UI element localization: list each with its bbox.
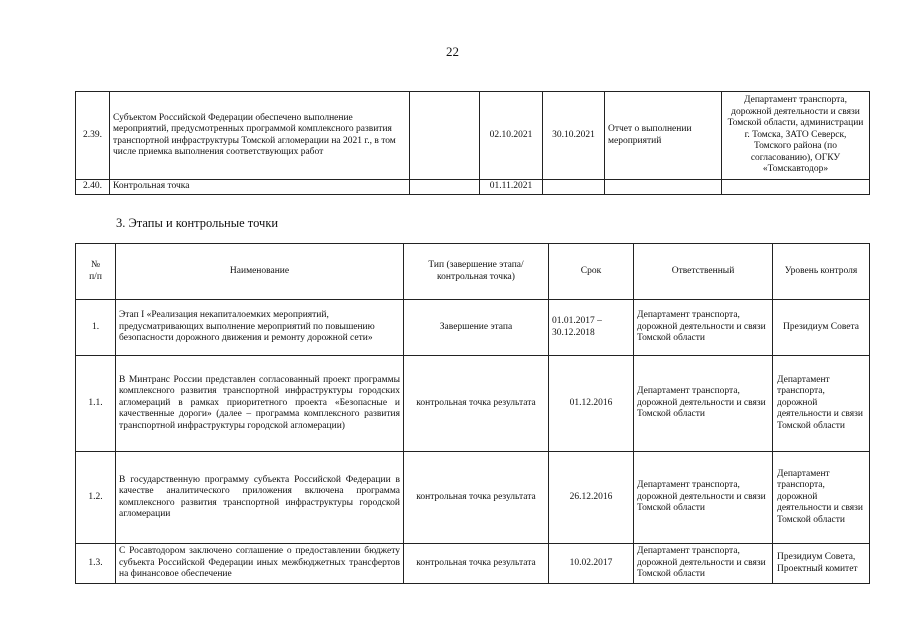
end-date bbox=[543, 180, 605, 195]
row-number: 1.3. bbox=[76, 544, 116, 584]
header-type: Тип (завершение этапа/контрольная точка) bbox=[404, 244, 549, 300]
responsible: Департамент транспорта, дорожной деятельности и связи Томской области bbox=[634, 544, 773, 584]
milestone-date: 01.12.2016 bbox=[549, 356, 634, 452]
row-number: 1.1. bbox=[76, 356, 116, 452]
control-level: Департамент транспорта, дорожной деятельности и связи Томской области bbox=[773, 452, 870, 544]
activity-name: Субъектом Российской Федерации обеспечено выполнение мероприятий, предусмотренных программой комплексного развития транспортной инфраструктуры Томской агломерации на 2021 г., в том числе приемка выполнения соответствующих работ bbox=[110, 92, 410, 180]
responsible: Департамент транспорта, дорожной деятельности и связи Томской области bbox=[634, 356, 773, 452]
milestone-date: 10.02.2017 bbox=[549, 544, 634, 584]
responsible bbox=[722, 180, 870, 195]
milestones-table bbox=[75, 243, 870, 584]
table-row bbox=[76, 92, 870, 180]
milestone-name: Этап I «Реализация некапиталоемких мероприятий, предусматривающих выполнение мероприятий по повышению безопасности дорожного движения и ремонту дорожной сети» bbox=[116, 300, 404, 356]
row-number: 1.2. bbox=[76, 452, 116, 544]
header-name: Наименование bbox=[116, 244, 404, 300]
report-document: Отчет о выполнении мероприятий bbox=[605, 92, 722, 180]
row-number: 1. bbox=[76, 300, 116, 356]
table-row bbox=[76, 180, 870, 195]
table-header-row bbox=[76, 244, 870, 300]
report-document bbox=[605, 180, 722, 195]
table-row bbox=[76, 300, 870, 356]
responsible: Департамент транспорта, дорожной деятельности и связи Томской области bbox=[634, 452, 773, 544]
milestone-name: В Минтранс России представлен согласованный проект программы комплексного развития транспортной инфраструктуры городских агломераций в рамках приоритетного проекта «Безопасные и качественные дороги» (далее – программа комплексного развития транспортной инфраструктуры городской агломерации) bbox=[116, 356, 404, 452]
row-number: 2.40. bbox=[76, 180, 110, 195]
activities-table bbox=[75, 91, 870, 195]
empty-cell bbox=[410, 180, 480, 195]
table-row bbox=[76, 544, 870, 584]
table-row bbox=[76, 452, 870, 544]
responsible: Департамент транспорта, дорожной деятельности и связи Томской области bbox=[634, 300, 773, 356]
milestone-name: С Росавтодором заключено соглашение о предоставлении бюджету субъекта Российской Федерации иных межбюджетных трансфертов на финансовое обеспечение bbox=[116, 544, 404, 584]
section-title: 3. Этапы и контрольные точки bbox=[116, 216, 279, 230]
milestone-type: контрольная точка результата bbox=[404, 452, 549, 544]
milestone-type: Завершение этапа bbox=[404, 300, 549, 356]
control-level: Департамент транспорта, дорожной деятельности и связи Томской области bbox=[773, 356, 870, 452]
control-level: Президиум Совета, Проектный комитет bbox=[773, 544, 870, 584]
row-number: 2.39. bbox=[76, 92, 110, 180]
activity-name: Контрольная точка bbox=[110, 180, 410, 195]
header-responsible: Ответственный bbox=[634, 244, 773, 300]
milestone-name: В государственную программу субъекта Российской Федерации в качестве аналитического приложения включена программа комплексного развития транспортной инфраструктуры городской агломерации bbox=[116, 452, 404, 544]
start-date: 01.11.2021 bbox=[480, 180, 543, 195]
end-date: 30.10.2021 bbox=[543, 92, 605, 180]
header-date: Срок bbox=[549, 244, 634, 300]
page-number: 22 bbox=[446, 44, 459, 59]
start-date: 02.10.2021 bbox=[480, 92, 543, 180]
table-row bbox=[76, 356, 870, 452]
milestone-date: 01.01.2017 – 30.12.2018 bbox=[549, 300, 634, 356]
responsible: Департамент транспорта, дорожной деятельности и связи Томской области, администрации г. Томска, ЗАТО Северск, Томского района (по согласованию), ОГКУ «Томскавтодор» bbox=[722, 92, 870, 180]
milestone-date: 26.12.2016 bbox=[549, 452, 634, 544]
empty-cell bbox=[410, 92, 480, 180]
header-control-level: Уровень контроля bbox=[773, 244, 870, 300]
header-num: № п/п bbox=[76, 244, 116, 300]
control-level: Президиум Совета bbox=[773, 300, 870, 356]
milestone-type: контрольная точка результата bbox=[404, 356, 549, 452]
milestone-type: контрольная точка результата bbox=[404, 544, 549, 584]
